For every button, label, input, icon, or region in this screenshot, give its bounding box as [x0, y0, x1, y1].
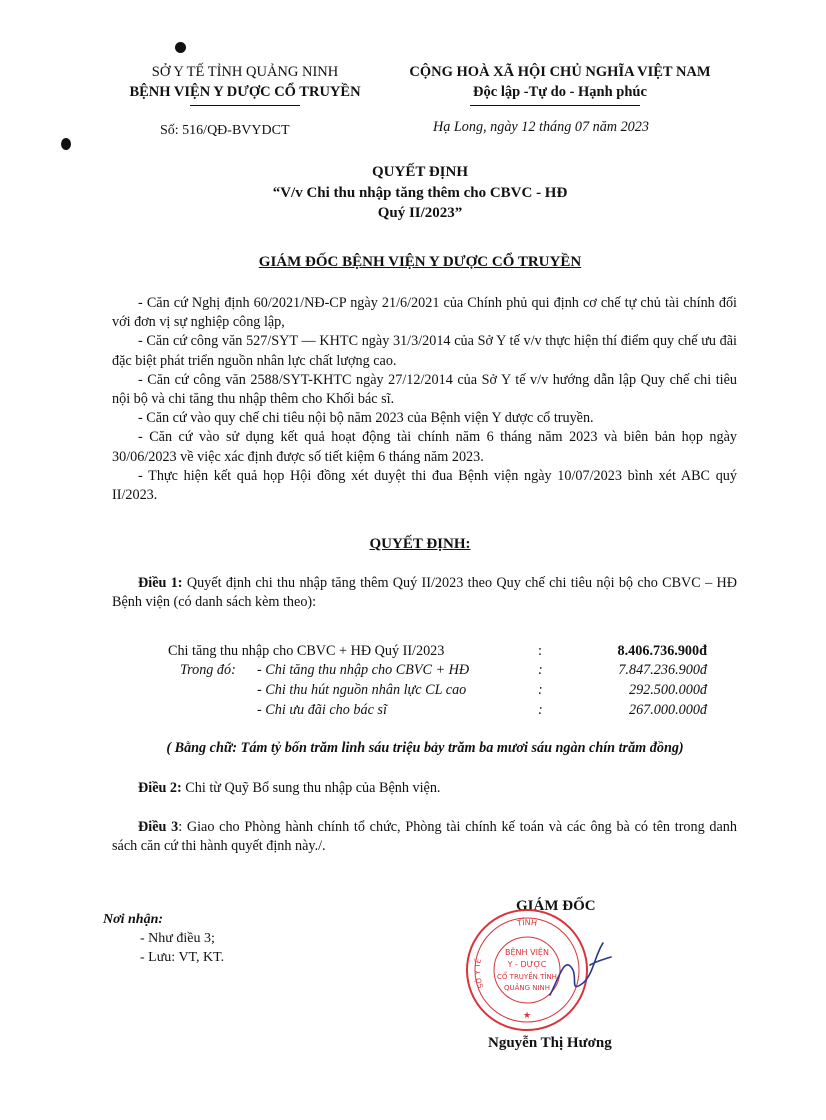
seal-line-2: Y - DƯỢC — [507, 960, 547, 969]
title-line-1: QUYẾT ĐỊNH — [372, 164, 468, 180]
national-motto: Độc lập -Tự do - Hạnh phúc — [473, 84, 647, 100]
issuer-department: SỞ Y TẾ TỈNH QUẢNG NINH — [151, 64, 339, 80]
document-title — [150, 162, 690, 224]
article-2 — [112, 779, 737, 798]
authority-heading: GIÁM ĐỐC BỆNH VIỆN Y DƯỢC CỔ TRUYỀN — [258, 254, 582, 270]
header-rule-left — [190, 105, 300, 106]
preamble-item: - Căn cứ vào quy chế chi tiêu nội bộ năm 2023 của Bệnh viện Y dược cổ truyền. — [138, 410, 594, 427]
breakdown-colon: : — [538, 682, 543, 698]
breakdown-value-2: 292.500.000đ — [628, 682, 707, 698]
recipients-title: Nơi nhận: — [103, 912, 164, 927]
issuer-hospital: BỆNH VIỆN Y DƯỢC CỔ TRUYỀN — [129, 84, 361, 100]
title-line-2: “V/v Chi thu nhập tăng thêm cho CBVC - HĐ — [272, 184, 568, 201]
scan-speck — [175, 42, 186, 53]
breakdown-label-2: - Chi thu hút nguồn nhân lực CL cao — [257, 682, 467, 698]
recipient-item: - Lưu: VT, KT. — [140, 950, 225, 965]
amount-in-words: ( Bằng chữ: Tám tỷ bốn trăm linh sáu triệu bảy trăm ba mươi sáu ngàn chín trăm đồng) — [166, 740, 684, 756]
article-3-text: : Giao cho Phòng hành chính tổ chức, Phòng tài chính kế toán và các ông bà có tên trong danh sách căn cứ thi hành quyết định này./. — [112, 819, 737, 855]
document-number: Số: 516/QĐ-BVYDCT — [160, 123, 290, 138]
preamble-item: - Căn cứ công văn 2588/SYT-KHTC ngày 27/12/2014 của Sở Y tế v/v hướng dẫn lập Quy chế chi tiêu nội bộ và chi tăng thu nhập thêm cho Khối bác sĩ. — [112, 371, 737, 408]
article-3-label: Điều 3 — [138, 819, 179, 835]
issue-date: Hạ Long, ngày 12 tháng 07 năm 2023 — [433, 119, 649, 135]
header-left — [100, 62, 390, 102]
signer-title: GIÁM ĐỐC — [516, 898, 596, 914]
breakdown-value-3: 267.000.000đ — [628, 702, 707, 718]
recipient-item: - Như điều 3; — [140, 931, 215, 946]
title-line-3: Quý II/2023” — [377, 205, 463, 221]
seal-star: ★ — [522, 1011, 532, 1021]
scan-speck — [61, 138, 71, 150]
decision-heading: QUYẾT ĐỊNH: — [369, 536, 471, 552]
breakdown-prefix: Trong đó: — [180, 662, 236, 678]
breakdown-colon: : — [538, 662, 543, 678]
preamble-item: - Thực hiện kết quả họp Hội đồng xét duyệt thi đua Bệnh viện ngày 10/07/2023 bình xét ABC quý II/2023. — [112, 467, 737, 504]
breakdown-label-3: - Chi ưu đãi cho bác sĩ — [257, 702, 387, 718]
breakdown-label-1: - Chi tăng thu nhập cho CBVC + HĐ — [257, 662, 470, 678]
seal-left-arc: SỞ Y TẾ — [473, 958, 486, 990]
national-title: CỘNG HOÀ XÃ HỘI CHỦ NGHĨA VIỆT NAM — [409, 64, 711, 80]
seal-top: TỈNH — [516, 917, 538, 928]
article-1 — [112, 574, 737, 612]
breakdown-value-1: 7.847.236.900đ — [618, 662, 707, 678]
total-label: Chi tăng thu nhập cho CBVC + HĐ Quý II/2023 — [168, 643, 445, 659]
article-2-text: Chi từ Quỹ Bổ sung thu nhập của Bệnh viện. — [181, 780, 441, 796]
handwritten-signature — [545, 935, 615, 1005]
recipients — [103, 910, 224, 967]
total-value: 8.406.736.900đ — [617, 643, 707, 659]
header-right — [380, 62, 740, 102]
article-1-label: Điều 1: — [138, 575, 183, 591]
total-colon: : — [538, 643, 542, 659]
seal-line-1: BỆNH VIỆN — [505, 948, 549, 957]
signer-name: Nguyễn Thị Hương — [488, 1035, 612, 1051]
article-2-label: Điều 2: — [138, 780, 182, 796]
breakdown-colon: : — [538, 702, 543, 718]
preamble — [112, 294, 737, 505]
article-1-text: Quyết định chi thu nhập tăng thêm Quý II/2023 theo Quy chế chi tiêu nội bộ cho CBVC – HĐ Bệnh viện (có danh sách kèm theo): — [112, 575, 737, 611]
preamble-item: - Căn cứ công văn 527/SYT — KHTC ngày 31/3/2014 của Sở Y tế v/v thực hiện thí điểm quy chế ưu đãi đặc biệt phát triển nguồn nhân lực chất lượng cao. — [112, 333, 737, 369]
seal-line-3: CỔ TRUYỀN TỈNH — [497, 973, 557, 981]
header-rule-right — [470, 105, 640, 106]
article-3 — [112, 818, 737, 856]
preamble-item: - Căn cứ Nghị định 60/2021/NĐ-CP ngày 21/6/2021 của Chính phủ qui định cơ chế tự chủ tài chính đối với đơn vị sự nghiệp công lập, — [112, 295, 737, 331]
preamble-item: - Căn cứ vào sử dụng kết quả hoạt động tài chính năm 6 tháng năm 2023 và biên bản họp ngày 30/06/2023 về việc xác định được số tiết kiệm 6 tháng năm 2023. — [112, 429, 737, 465]
seal-line-4: QUẢNG NINH — [503, 984, 551, 992]
